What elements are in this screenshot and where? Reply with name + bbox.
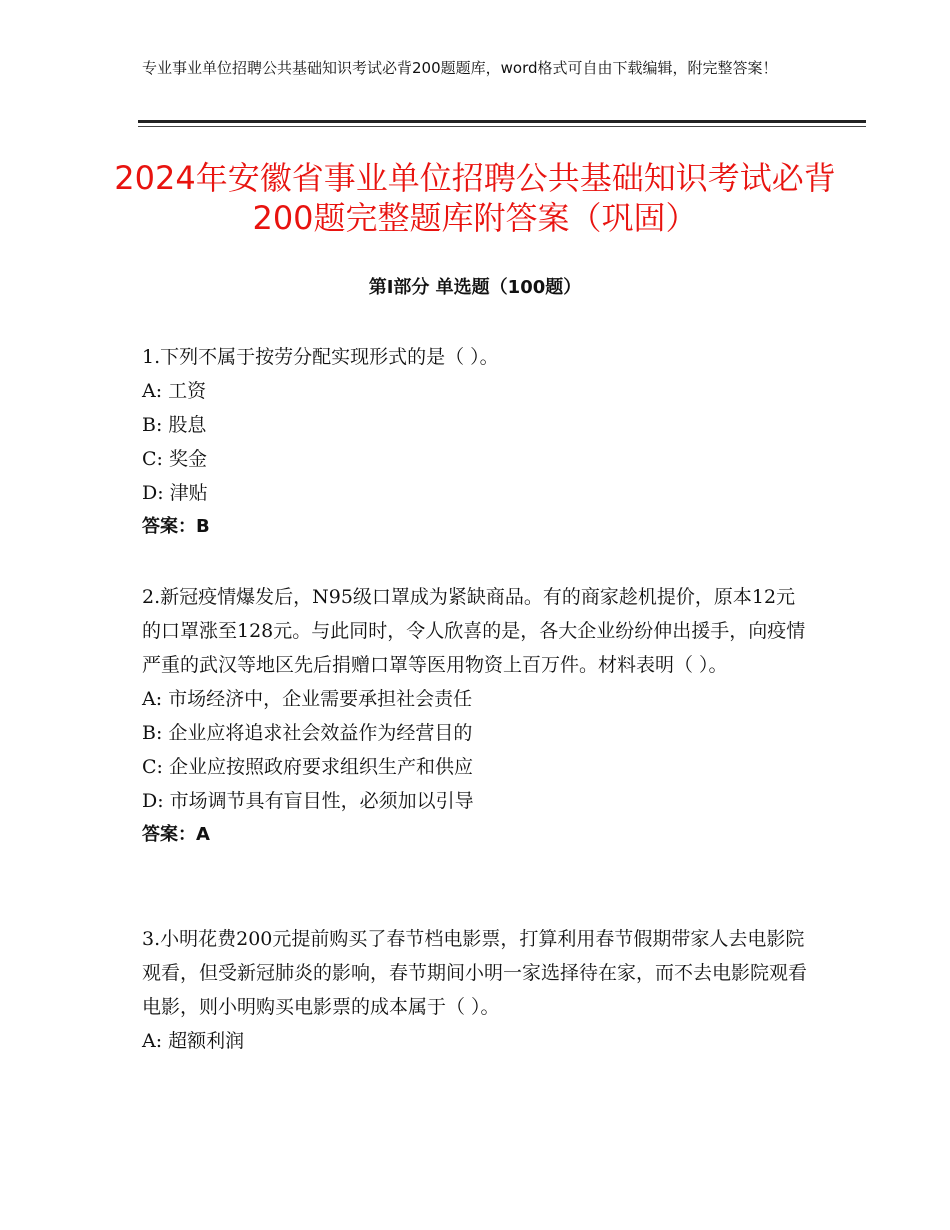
answer-label: 答案：B (142, 516, 210, 537)
question-3 (142, 922, 810, 1058)
question-text: 3.小明花费200元提前购买了春节档电影票，打算利用春节假期带家人去电影院观看，但受新冠肺炎的影响，春节期间小明一家选择待在家，而不去电影院观看电影，则小明购买电影票的成本属于（ ）。 (142, 928, 808, 1018)
question-text: 2.新冠疫情爆发后，N95级口罩成为紧缺商品。有的商家趁机提价，原本12元的口罩涨至128元。与此同时，令人欣喜的是，各大企业纷纷伸出援手，向疫情严重的武汉等地区先后捐赠口罩等医用物资上百万件。材料表明（ ）。 (142, 586, 806, 676)
option-a: A: 超额利润 (142, 1030, 245, 1052)
document-header-note: 专业事业单位招聘公共基础知识考试必背200题题库，word格式可自由下载编辑，附完整答案！ (142, 59, 778, 77)
question-1 (142, 340, 822, 544)
document-title: 2024年安徽省事业单位招聘公共基础知识考试必背200题完整题库附答案（巩固） (114, 159, 836, 237)
header-divider-thick (138, 120, 866, 123)
header-divider-thin (138, 126, 866, 127)
option-b: B: 企业应将追求社会效益作为经营目的 (142, 722, 473, 744)
option-d: D: 市场调节具有盲目性，必须加以引导 (142, 790, 474, 812)
option-a: A: 市场经济中，企业需要承担社会责任 (142, 688, 473, 710)
option-a: A: 工资 (142, 380, 207, 402)
section-heading: 第I部分 单选题（100题） (368, 277, 582, 298)
answer-label: 答案：A (142, 824, 210, 845)
option-d: D: 津贴 (142, 482, 208, 504)
question-2 (142, 580, 810, 852)
option-c: C: 企业应按照政府要求组织生产和供应 (142, 756, 473, 778)
option-c: C: 奖金 (142, 448, 207, 470)
option-b: B: 股息 (142, 414, 207, 436)
question-text: 1.下列不属于按劳分配实现形式的是（ ）。 (142, 346, 499, 368)
